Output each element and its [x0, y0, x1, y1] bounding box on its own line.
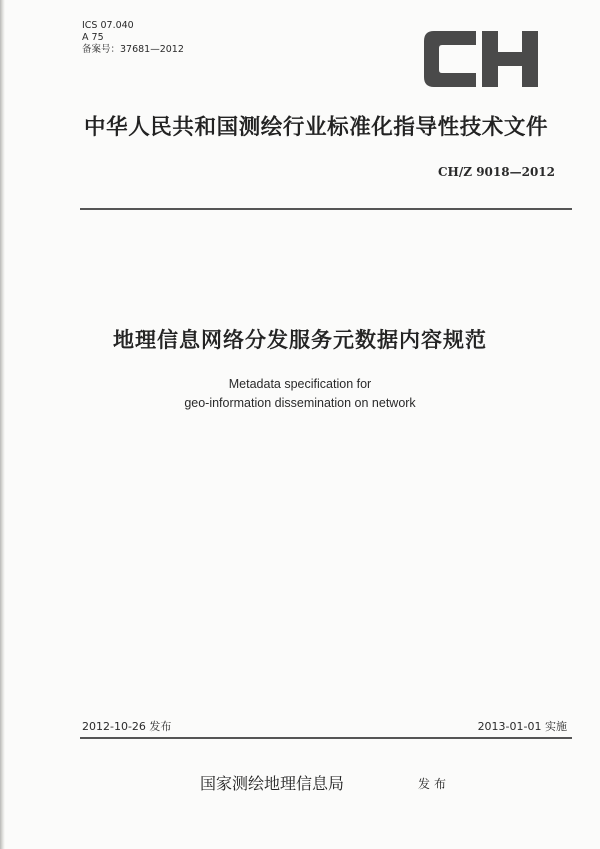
publisher-name: 国家测绘地理信息局	[200, 774, 345, 793]
classification-block	[82, 20, 184, 56]
record-number: 备案号：37681—2012	[82, 44, 184, 55]
ch-logo-letter-c	[424, 31, 476, 87]
scan-edge	[0, 0, 5, 849]
class-code: A 75	[82, 32, 104, 43]
english-title-line-1: Metadata specification for	[228, 377, 372, 391]
issuing-body-title: 中华人民共和国测绘行业标准化指导性技术文件	[84, 115, 549, 140]
top-divider	[80, 208, 572, 210]
ch-logo	[420, 27, 542, 91]
issue-date: 2012-10-26 发布	[82, 720, 172, 733]
bottom-divider	[80, 737, 572, 739]
publish-label: 发布	[418, 777, 451, 791]
english-title-line-2: geo-information dissemination on network	[184, 396, 416, 410]
standard-code: CH/Z 9018—2012	[437, 165, 555, 179]
ics-code: ICS 07.040	[82, 20, 134, 31]
document-title: 地理信息网络分发服务元数据内容规范	[113, 328, 487, 352]
ch-logo-letter-h	[482, 31, 538, 87]
implementation-date: 2013-01-01 实施	[477, 720, 567, 733]
document-english-title	[0, 375, 600, 413]
